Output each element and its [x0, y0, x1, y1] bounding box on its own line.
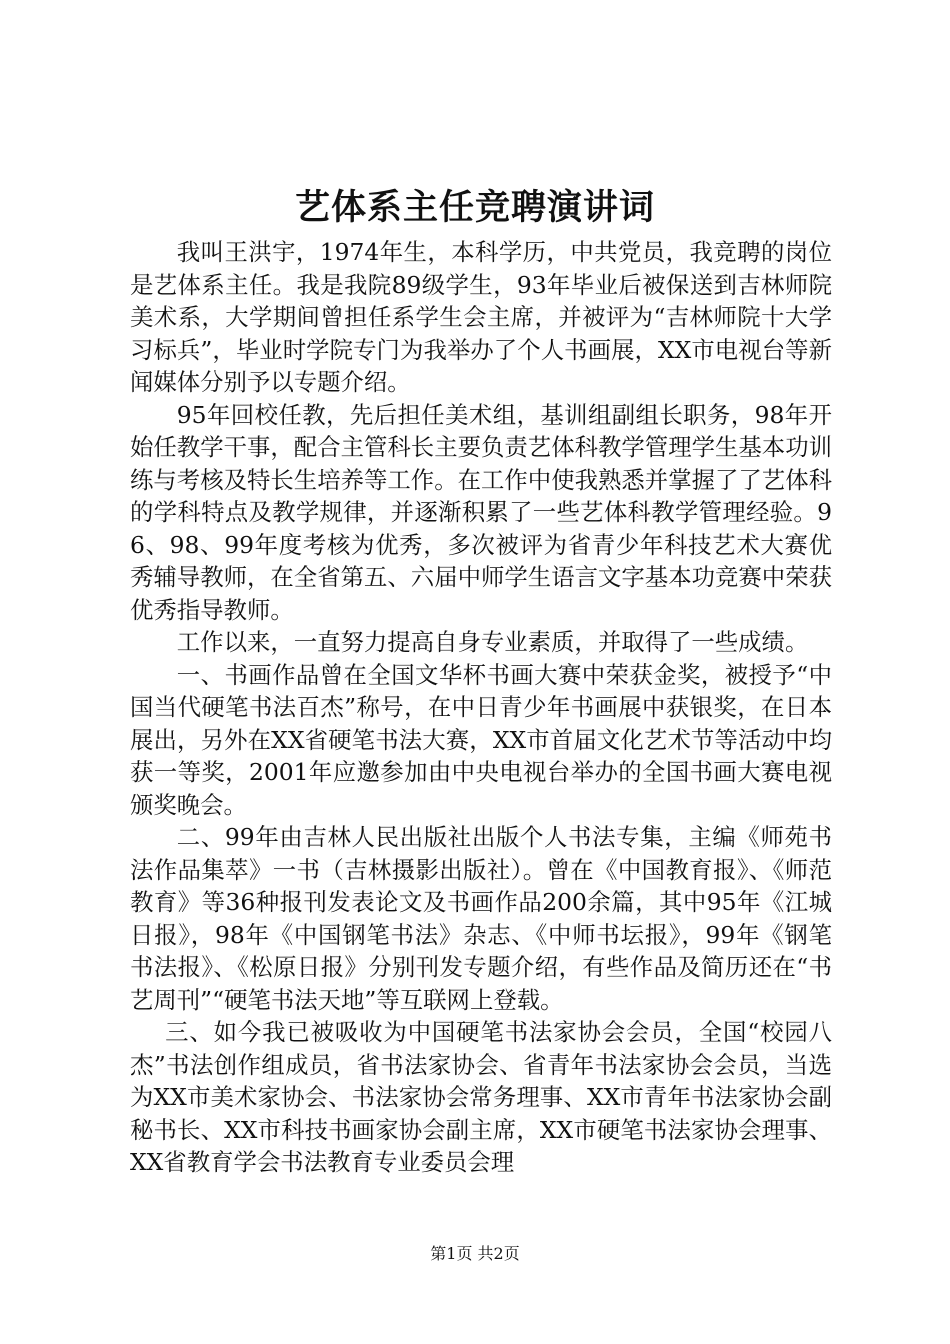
document-title: 艺体系主任竞聘演讲词	[294, 187, 655, 228]
paragraph-teaching-career: 95年回校任教，先后担任美术组，基训组副组长职务，98年开始任教学干事，配合主管科长主要负责艺体科教学管理学生基本功训练与考核及特长生培养等工作。在工作中使我熟悉并掌握了了艺体科的学科特点及教学规律，并逐渐积累了一些艺体科教学管理经验。96、98、99年度考核为优秀，多次被评为省青少年科技艺术大赛优秀辅导教师，在全省第五、六届中师学生语言文字基本功竞赛中荣获优秀指导教师。	[130, 400, 832, 624]
paragraph-achievements-intro: 工作以来，一直努力提高自身专业素质，并取得了一些成绩。	[176, 628, 809, 656]
document-body	[130, 236, 832, 1179]
paragraph-memberships: 三、如今我已被吸收为中国硬笔书法家协会会员，全国“校园八杰”书法创作组成员，省书法家协会、省青年书法家协会会员，当选为XX市美术家协会、书法家协会常务理事、XX市青年书法家协会副秘书长、XX市科技书画家协会副主席，XX市硬笔书法家协会理事、XX省教育学会书法教育专业委员会理	[130, 1018, 832, 1176]
page-footer: 第1页 共2页	[430, 1244, 520, 1263]
paragraph-awards: 一、书画作品曾在全国文华杯书画大赛中荣获金奖，被授予“中国当代硬笔书法百杰”称号，在中日青少年书画展中获银奖，在日本展出，另外在XX省硬笔书法大赛，XX市首届文化艺术节等活动中均获一等奖，2001年应邀参加由中央电视台举办的全国书画大赛电视颁奖晚会。	[130, 660, 832, 819]
paragraph-publications: 二、99年由吉林人民出版社出版个人书法专集，主编《师苑书法作品集萃》一书（吉林摄影出版社）。曾在《中国教育报》、《师范教育》等36种报刊发表论文及书画作品200余篇，其中95年《江城日报》，98年《中国钢笔书法》杂志、《中师书坛报》，99年《钢笔书法报》、《松原日报》分别刊发专题介绍，有些作品及简历还在“书艺周刊”“硬笔书法天地”等互联网上登载。	[130, 823, 832, 1014]
paragraph-intro: 我叫王洪宇，1974年生，本科学历，中共党员，我竞聘的岗位是艺体系主任。我是我院89级学生，93年毕业后被保送到吉林师院美术系，大学期间曾担任系学生会主席，并被评为“吉林师院十大学习标兵”，毕业时学院专门为我举办了个人书画展，XX市电视台等新闻媒体分别予以专题介绍。	[130, 238, 832, 396]
